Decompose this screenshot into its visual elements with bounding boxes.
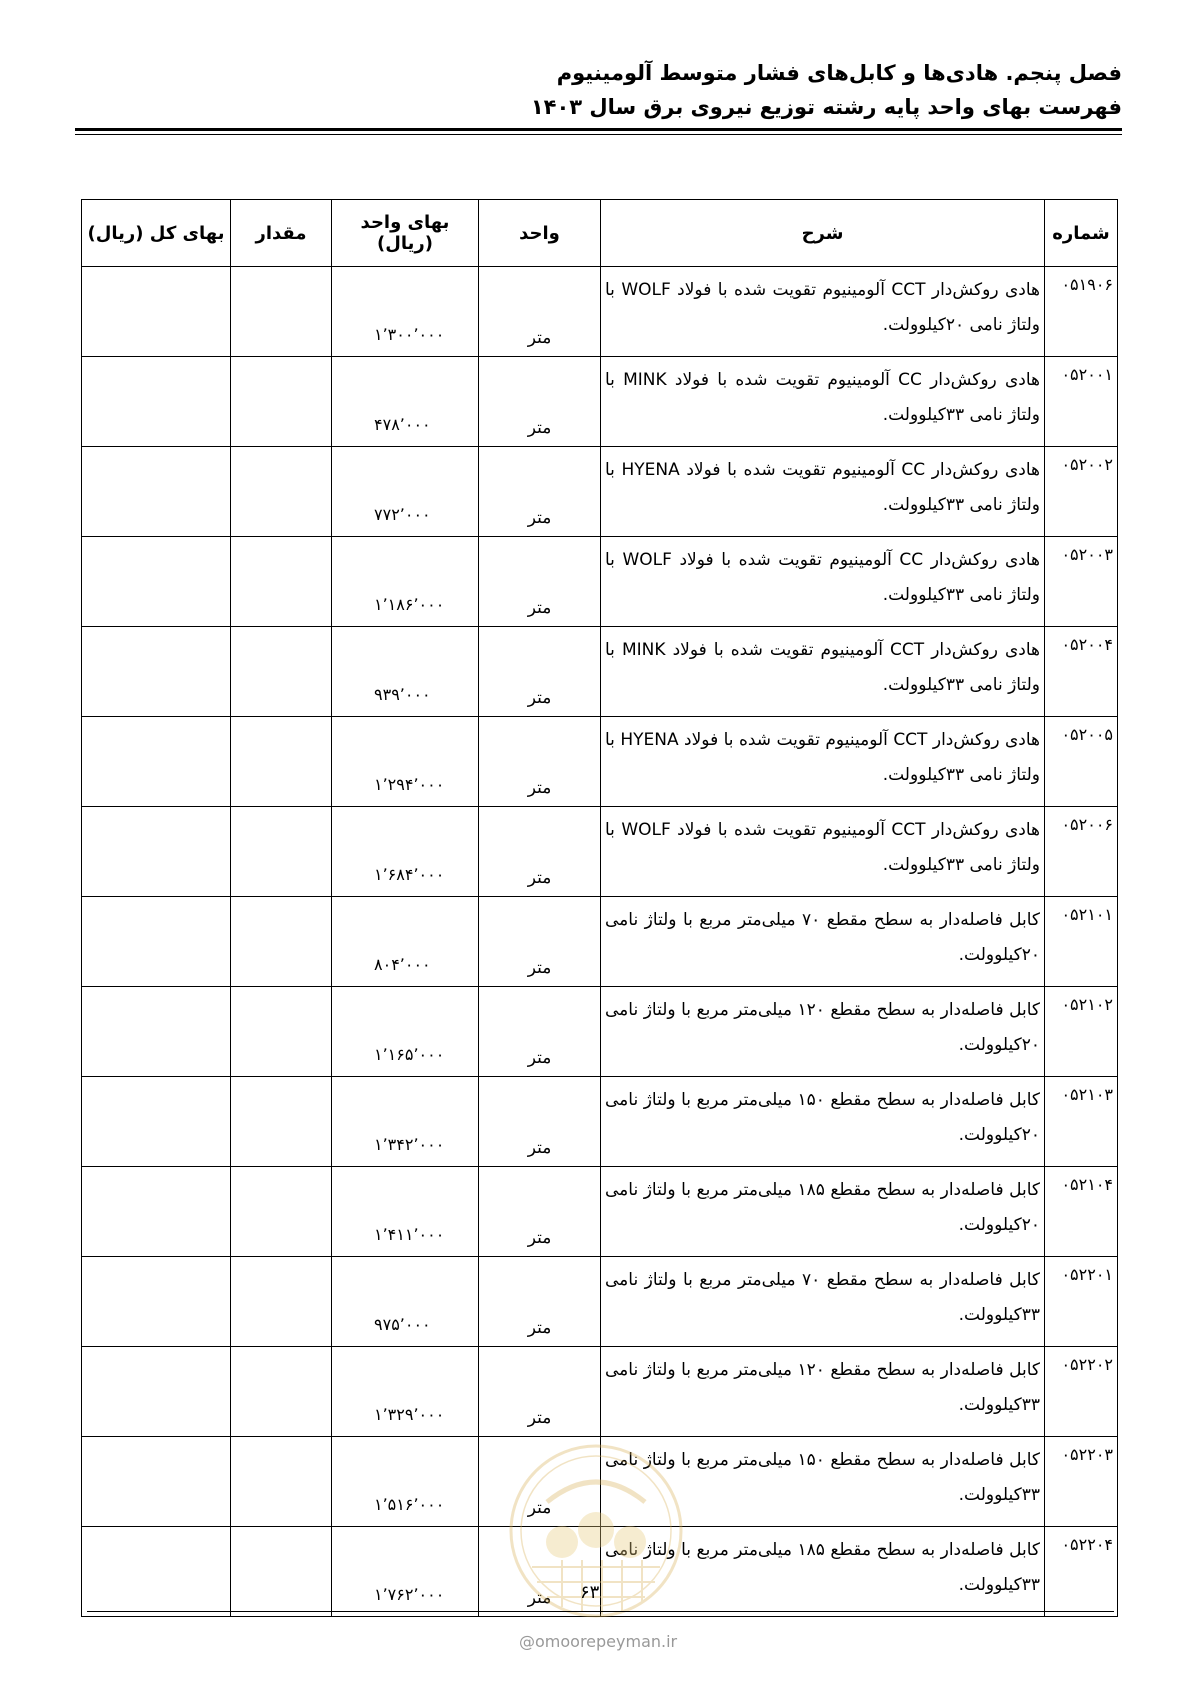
item-number: ۰۵۲۰۰۶ <box>1045 807 1118 897</box>
header-rule-thin <box>75 134 1122 135</box>
item-total-price <box>82 627 231 717</box>
footer-rule <box>87 1611 1114 1612</box>
table-row <box>82 1257 1118 1347</box>
item-unit-price: ۷۷۲٬۰۰۰ <box>332 447 479 537</box>
item-unit: متر <box>479 1347 601 1437</box>
item-unit-price: ۴۷۸٬۰۰۰ <box>332 357 479 447</box>
item-unit-price: ۸۰۴٬۰۰۰ <box>332 897 479 987</box>
item-quantity <box>231 1527 332 1617</box>
item-description: کابل فاصله‌دار به سطح مقطع ۱۵۰ میلی‌متر مربع با ولتاژ نامی ۳۳کیلوولت. <box>601 1437 1045 1527</box>
item-number: ۰۵۱۹۰۶ <box>1045 267 1118 357</box>
item-quantity <box>231 1077 332 1167</box>
item-number: ۰۵۲۱۰۱ <box>1045 897 1118 987</box>
item-total-price <box>82 357 231 447</box>
item-description: کابل فاصله‌دار به سطح مقطع ۷۰ میلی‌متر مربع با ولتاژ نامی ۳۳کیلوولت. <box>601 1257 1045 1347</box>
item-number: ۰۵۲۰۰۴ <box>1045 627 1118 717</box>
item-quantity <box>231 537 332 627</box>
website-watermark: @omoorepeyman.ir <box>519 1632 678 1651</box>
item-number: ۰۵۲۰۰۲ <box>1045 447 1118 537</box>
item-number: ۰۵۲۲۰۱ <box>1045 1257 1118 1347</box>
item-total-price <box>82 897 231 987</box>
item-description: کابل فاصله‌دار به سطح مقطع ۱۸۵ میلی‌متر مربع با ولتاژ نامی ۳۳کیلوولت. <box>601 1527 1045 1617</box>
item-number: ۰۵۲۰۰۱ <box>1045 357 1118 447</box>
item-unit: متر <box>479 1257 601 1347</box>
item-number: ۰۵۲۲۰۲ <box>1045 1347 1118 1437</box>
item-unit-price: ۱٬۳۲۹٬۰۰۰ <box>332 1347 479 1437</box>
item-description: هادی روکش‌دار CCT آلومینیوم تقویت شده با فولاد MINK با ولتاژ نامی ۳۳کیلوولت. <box>601 627 1045 717</box>
table-row <box>82 447 1118 537</box>
item-description: کابل فاصله‌دار به سطح مقطع ۱۸۵ میلی‌متر مربع با ولتاژ نامی ۲۰کیلوولت. <box>601 1167 1045 1257</box>
item-unit-price: ۹۳۹٬۰۰۰ <box>332 627 479 717</box>
item-unit: متر <box>479 1437 601 1527</box>
table-row <box>82 1167 1118 1257</box>
column-header-total-price: بهای کل (ریال) <box>82 200 231 267</box>
item-unit-price: ۱٬۱۶۵٬۰۰۰ <box>332 987 479 1077</box>
item-total-price <box>82 447 231 537</box>
table-row <box>82 807 1118 897</box>
item-total-price <box>82 987 231 1077</box>
item-total-price <box>82 267 231 357</box>
item-quantity <box>231 1167 332 1257</box>
item-description: هادی روکش‌دار CCT آلومینیوم تقویت شده با فولاد WOLF با ولتاژ نامی ۳۳کیلوولت. <box>601 807 1045 897</box>
item-total-price <box>82 1257 231 1347</box>
item-total-price <box>82 1167 231 1257</box>
item-total-price <box>82 1437 231 1527</box>
table-row <box>82 1077 1118 1167</box>
item-unit: متر <box>479 1527 601 1617</box>
table-header-row <box>82 200 1118 267</box>
item-unit: متر <box>479 267 601 357</box>
chapter-title: فصل پنجم. هادی‌ها و کابل‌های فشار متوسط آلومینیوم <box>556 61 1122 85</box>
item-number: ۰۵۲۰۰۳ <box>1045 537 1118 627</box>
item-unit-price: ۱٬۷۶۲٬۰۰۰ <box>332 1527 479 1617</box>
header-rule-thick <box>75 128 1122 131</box>
column-header-number: شماره <box>1045 200 1118 267</box>
item-unit: متر <box>479 717 601 807</box>
item-description: هادی روکش‌دار CC آلومینیوم تقویت شده با فولاد WOLF با ولتاژ نامی ۳۳کیلوولت. <box>601 537 1045 627</box>
table-row <box>82 987 1118 1077</box>
table-row <box>82 267 1118 357</box>
item-quantity <box>231 357 332 447</box>
page-header <box>75 56 1122 124</box>
item-quantity <box>231 267 332 357</box>
table-row <box>82 627 1118 717</box>
item-number: ۰۵۲۲۰۴ <box>1045 1527 1118 1617</box>
table-row <box>82 537 1118 627</box>
item-unit: متر <box>479 537 601 627</box>
item-number: ۰۵۲۲۰۳ <box>1045 1437 1118 1527</box>
item-total-price <box>82 807 231 897</box>
table-row <box>82 717 1118 807</box>
item-unit-price: ۹۷۵٬۰۰۰ <box>332 1257 479 1347</box>
document-title: فهرست بهای واحد پایه رشته توزیع نیروی برق سال ۱۴۰۳ <box>530 95 1122 119</box>
item-description: کابل فاصله‌دار به سطح مقطع ۱۲۰ میلی‌متر مربع با ولتاژ نامی ۳۳کیلوولت. <box>601 1347 1045 1437</box>
item-total-price <box>82 1077 231 1167</box>
item-total-price <box>82 717 231 807</box>
item-unit: متر <box>479 447 601 537</box>
item-description: کابل فاصله‌دار به سطح مقطع ۷۰ میلی‌متر مربع با ولتاژ نامی ۲۰کیلوولت. <box>601 897 1045 987</box>
item-description: هادی روکش‌دار CCT آلومینیوم تقویت شده با فولاد WOLF با ولتاژ نامی ۲۰کیلوولت. <box>601 267 1045 357</box>
column-header-unit: واحد <box>479 200 601 267</box>
item-quantity <box>231 987 332 1077</box>
item-unit-price: ۱٬۳۰۰٬۰۰۰ <box>332 267 479 357</box>
item-unit-price: ۱٬۲۹۴٬۰۰۰ <box>332 717 479 807</box>
item-quantity <box>231 717 332 807</box>
item-quantity <box>231 627 332 717</box>
item-description: کابل فاصله‌دار به سطح مقطع ۱۵۰ میلی‌متر مربع با ولتاژ نامی ۲۰کیلوولت. <box>601 1077 1045 1167</box>
table-row <box>82 357 1118 447</box>
column-header-quantity: مقدار <box>231 200 332 267</box>
item-description: کابل فاصله‌دار به سطح مقطع ۱۲۰ میلی‌متر مربع با ولتاژ نامی ۲۰کیلوولت. <box>601 987 1045 1077</box>
table-row <box>82 897 1118 987</box>
item-total-price <box>82 1527 231 1617</box>
item-quantity <box>231 897 332 987</box>
item-description: هادی روکش‌دار CC آلومینیوم تقویت شده با فولاد HYENA با ولتاژ نامی ۳۳کیلوولت. <box>601 447 1045 537</box>
item-quantity <box>231 1257 332 1347</box>
item-unit: متر <box>479 627 601 717</box>
item-unit: متر <box>479 807 601 897</box>
item-description: هادی روکش‌دار CC آلومینیوم تقویت شده با فولاد MINK با ولتاژ نامی ۳۳کیلوولت. <box>601 357 1045 447</box>
item-number: ۰۵۲۰۰۵ <box>1045 717 1118 807</box>
item-total-price <box>82 537 231 627</box>
column-header-description: شرح <box>601 200 1045 267</box>
item-unit-price: ۱٬۴۱۱٬۰۰۰ <box>332 1167 479 1257</box>
item-quantity <box>231 807 332 897</box>
page-number: ۶۳ <box>580 1582 600 1603</box>
item-quantity <box>231 1347 332 1437</box>
item-unit: متر <box>479 987 601 1077</box>
item-description: هادی روکش‌دار CCT آلومینیوم تقویت شده با فولاد HYENA با ولتاژ نامی ۳۳کیلوولت. <box>601 717 1045 807</box>
item-number: ۰۵۲۱۰۴ <box>1045 1167 1118 1257</box>
item-unit: متر <box>479 1077 601 1167</box>
item-unit: متر <box>479 897 601 987</box>
item-unit: متر <box>479 1167 601 1257</box>
price-table <box>81 199 1118 1617</box>
item-unit-price: ۱٬۶۸۴٬۰۰۰ <box>332 807 479 897</box>
item-unit-price: ۱٬۱۸۶٬۰۰۰ <box>332 537 479 627</box>
item-unit: متر <box>479 357 601 447</box>
item-number: ۰۵۲۱۰۳ <box>1045 1077 1118 1167</box>
column-header-unit-price: بهای واحد (ریال) <box>332 200 479 267</box>
item-quantity <box>231 447 332 537</box>
table-row <box>82 1347 1118 1437</box>
item-quantity <box>231 1437 332 1527</box>
item-unit-price: ۱٬۵۱۶٬۰۰۰ <box>332 1437 479 1527</box>
item-number: ۰۵۲۱۰۲ <box>1045 987 1118 1077</box>
item-total-price <box>82 1347 231 1437</box>
item-unit-price: ۱٬۳۴۲٬۰۰۰ <box>332 1077 479 1167</box>
